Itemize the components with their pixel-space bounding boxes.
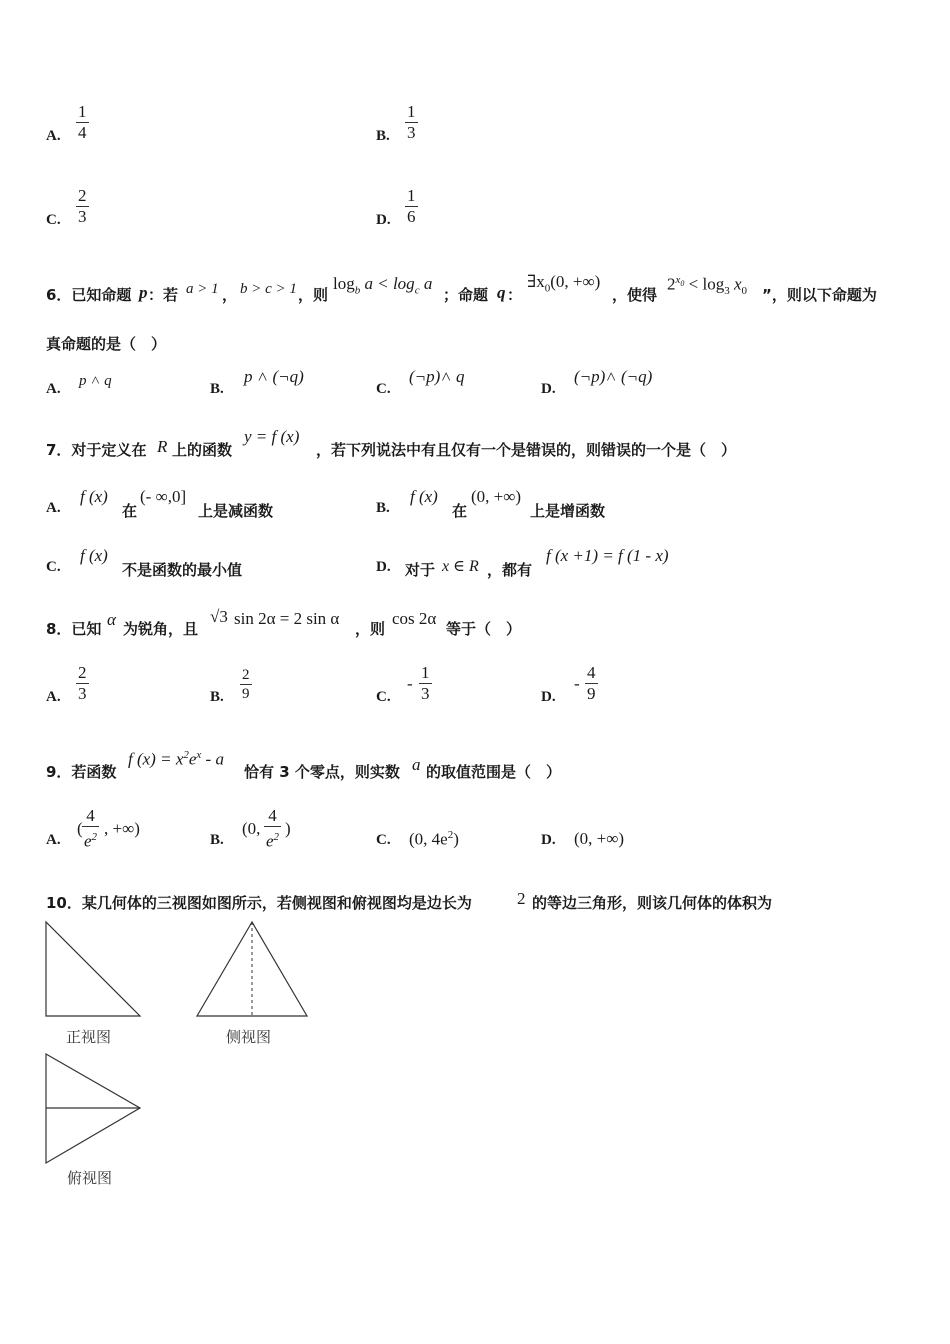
q5-option-c-fraction: $\frac{2}{3}$ [78, 186, 87, 226]
q6-option-d-label: D. [541, 381, 556, 397]
q9-option-c-expr: (0, $4e^2$) [409, 829, 459, 849]
q7-option-a-text-1: 在 [122, 502, 138, 520]
q6-option-b-expr: p ˄ (¬q) [244, 367, 304, 386]
q9-option-b-label: B. [210, 832, 224, 848]
q7-option-b-f: f (x) [410, 487, 438, 506]
q7-option-c-text: 不是函数的最小值 [122, 561, 243, 579]
q7-R: R [157, 437, 168, 456]
q6-option-b-label: B. [210, 381, 224, 397]
front-view-figure [40, 918, 150, 1022]
q7-option-a-interval: (- ∞,0] [140, 487, 187, 506]
q6-line-2: 真命题的是（ ） [46, 335, 167, 353]
q9-option-c-label: C. [376, 832, 391, 848]
q7-option-b-label: B. [376, 500, 390, 516]
q7-option-a-text-2: 上是减函数 [198, 502, 274, 520]
q8-option-b-label: B. [210, 689, 224, 705]
q7-text-3: ，若下列说法中有且仅有一个是错误的，则错误的一个是（ ） [316, 441, 737, 459]
q7-option-d-label: D. [376, 559, 391, 575]
q6-comma: ， [222, 286, 238, 304]
q6-cond-2: b > c > 1 [240, 281, 297, 297]
q10-text-1: 10．某几何体的三视图如图所示，若侧视图和俯视图均是边长为 [46, 894, 472, 912]
q6-option-c-expr: (¬p)˄ q [409, 367, 465, 386]
q8-option-c-sign: - [407, 674, 413, 693]
q8-text-1: 8．已知 [46, 620, 102, 638]
front-view-caption: 正视图 [66, 1028, 112, 1046]
q9-text-1: 9．若函数 [46, 763, 117, 781]
q8-sqrt: √3 [210, 607, 228, 626]
q9-option-a-rest: , +∞) [104, 819, 140, 838]
q6-text-7: ”，则以下命题为 [762, 286, 877, 304]
q8-option-b-fraction: $\frac{2}{9}$ [242, 667, 250, 702]
q8-option-a-fraction: $\frac{2}{3}$ [78, 663, 87, 703]
q5-option-d-label: D. [376, 212, 391, 228]
q8-text-4: 等于（ ） [446, 620, 522, 638]
q8-cos: cos 2α [392, 609, 437, 628]
q6-option-a-expr: p ˄ q [79, 373, 112, 389]
q7-text-2: 上的函数 [172, 441, 233, 459]
q7-option-a-label: A. [46, 500, 61, 516]
q7-option-c-label: C. [46, 559, 61, 575]
q6-exists-expression: $\exists x_0(0$, +∞) [527, 272, 601, 295]
q6-text-3: ，则 [298, 286, 329, 304]
q7-option-b-text-2: 上是增函数 [530, 502, 606, 520]
side-view-caption: 侧视图 [226, 1028, 272, 1046]
q9-text-2: 恰有 3 个零点，则实数 [244, 763, 400, 781]
q8-text-2: 为锐角，且 [123, 620, 199, 638]
q8-option-c-fraction: $\frac{1}{3}$ [421, 663, 430, 703]
q6-text-2: ：若 [148, 286, 179, 304]
q8-option-c-label: C. [376, 689, 391, 705]
q10-text-2: 的等边三角形，则该几何体的体积为 [532, 894, 773, 912]
q6-option-c-label: C. [376, 381, 391, 397]
q7-option-b-text-1: 在 [452, 502, 468, 520]
q6-option-a-label: A. [46, 381, 61, 397]
q8-option-d-fraction: $\frac{4}{9}$ [587, 663, 596, 703]
q8-alpha: α [107, 610, 116, 629]
q9-option-d-expr: (0, +∞) [574, 829, 625, 848]
q8-option-d-label: D. [541, 689, 556, 705]
q6-option-d-expr: (¬p)˄ (¬q) [574, 367, 653, 386]
q5-option-d-fraction: $\frac{1}{6}$ [407, 186, 416, 226]
q5-option-b-fraction: $\frac{1}{3}$ [407, 102, 416, 142]
q6-q: q [497, 283, 506, 302]
q7-option-a-f: f (x) [80, 487, 108, 506]
q6-log-expression: $\log_b a < \log_c a$ [333, 274, 433, 297]
q5-option-c-label: C. [46, 212, 61, 228]
q9-option-a-open: ( [77, 819, 83, 838]
q9-option-b-rest: ) [285, 819, 291, 838]
q8-option-d-sign: - [574, 674, 580, 693]
side-view-figure [190, 918, 314, 1022]
q5-option-a-label: A. [46, 128, 61, 144]
q6-text-4: ；命题 [443, 286, 489, 304]
top-view-caption: 俯视图 [67, 1169, 113, 1187]
q7-option-d-equation: f (x +1) = f (1 - x) [546, 546, 669, 565]
q5-option-b-label: B. [376, 128, 390, 144]
q6-text-6: ，使得 [612, 286, 658, 304]
q7-option-d-x: x ∈ R [442, 558, 479, 575]
q9-option-d-label: D. [541, 832, 556, 848]
q6-text-5: ： [507, 286, 523, 304]
q9-option-a-label: A. [46, 832, 61, 848]
q7-option-c-f: f (x) [80, 546, 108, 565]
q8-text-3: ，则 [355, 620, 386, 638]
q7-option-d-text-1: 对于 [405, 561, 436, 579]
q7-text-1: 7．对于定义在 [46, 441, 147, 459]
q8-option-a-label: A. [46, 689, 61, 705]
q8-equation: sin 2α = 2 sin α [234, 609, 340, 628]
q6-text-1: 6．已知命题 [46, 286, 132, 304]
q9-function: f $(x) = x^2e^x - a$ [128, 749, 224, 769]
q6-cond-1: a > 1 [186, 281, 219, 297]
q9-text-3: 的取值范围是（ ） [426, 763, 562, 781]
q5-option-a-fraction: $\frac{1}{4}$ [78, 102, 87, 142]
q6-power-expression: $2^{x_0} < \log_3 x_0$ [667, 274, 747, 298]
q9-option-b-fraction: $\frac{4}{e^2}$ [266, 806, 280, 851]
q6-p: p [139, 283, 148, 302]
q7-option-b-interval: (0, +∞) [471, 487, 522, 506]
q9-a: a [412, 755, 421, 774]
q7-option-d-text-2: ，都有 [487, 561, 533, 579]
q9-option-b-open: (0, [242, 819, 261, 838]
top-view-figure [40, 1050, 150, 1170]
q10-two: 2 [517, 889, 526, 908]
q9-option-a-fraction: $\frac{4}{e^2}$ [84, 806, 98, 851]
q7-function: y = f (x) [244, 427, 300, 446]
